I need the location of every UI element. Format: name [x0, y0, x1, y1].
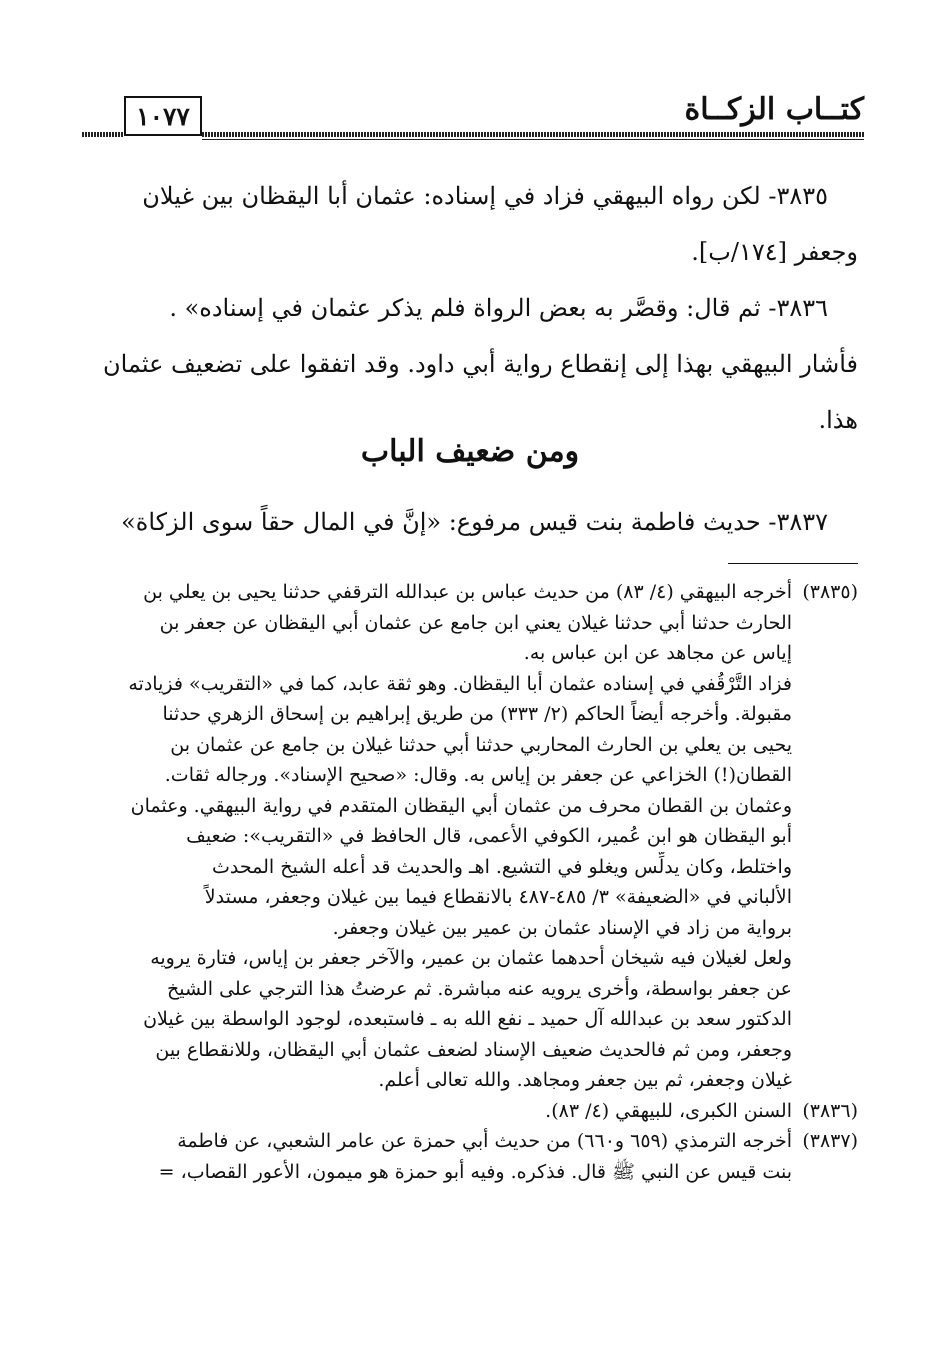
footnote-3835-line: عن جعفر بواسطة، وأخرى يرويه عنه مباشرة. ثم عرضتُ هذا الترجي على الشيخ [167, 977, 792, 1000]
footnote-number: (٣٨٣٥) [802, 581, 858, 603]
footnote-3835-line: واختلط، وكان يدلِّس ويغلو في التشيع. اهـ والحديث قد أعله الشيخ المحدث [212, 855, 792, 878]
footnote-3835-line: وعثمان بن القطان محرف من عثمان أبي اليقظان المتقدم في رواية البيهقي. وعثمان [130, 794, 792, 817]
footnote-separator [728, 563, 858, 564]
paragraph-commentary-line-2: هذا. [818, 406, 858, 434]
footnote-3835-line: غيلان وجعفر، ثم بين جعفر ومجاهد. والله تعالى أعلم. [378, 1069, 792, 1091]
footnote-number: (٣٨٣٦) [802, 1099, 858, 1122]
footnote-3835-line: يحيى بن يعلي بن الحارث المحاربي حدثنا أبي حدثنا غيلان بن جامع عن عثمان بن [170, 733, 792, 756]
footnote-3837-line: (٣٨٣٧)أخرجه الترمذي (٦٥٩ و٦٦٠) من حديث أبي حمزة عن عامر الشعبي، عن فاطمة [80, 1126, 858, 1157]
footnote-3835-line: فزاد التَّرْقُفي في إسناده عثمان أبا اليقظان. وهو ثقة عابد، كما في «التقريب» فزيادته [128, 672, 792, 695]
main-text-hadith [98, 494, 858, 550]
footnote-3835-line: ولعل لغيلان فيه شيخان أحدهما عثمان بن عمير، والآخر جعفر بن إياس، فتارة يرويه [150, 947, 792, 969]
running-header [82, 88, 864, 138]
footnote-3835-line: الدكتور سعد بن عبدالله آل حميد ـ نفع الله به ـ فاستبعده، لوجود الواسطة بين غيلان [143, 1008, 792, 1030]
footnote-3835-line: الحارث حدثنا أبي حدثنا غيلان يعني ابن جامع عن عثمان أبي اليقظان عن جعفر بن [159, 611, 792, 634]
paragraph-3835-line-1: ٣٨٣٥- لكن رواه البيهقي فزاد في إسناده: عثمان أبا اليقظان بين غيلان [142, 182, 828, 210]
paragraph-3835-line-2: وجعفر [١٧٤/ب]. [691, 238, 858, 266]
page-number-box [124, 96, 202, 136]
footnote-3835-line: الألباني في «الضعيفة» ٣/ ٤٨٥-٤٨٧ بالانقطاع فيما بين غيلان وجعفر، مستدلاً [204, 886, 792, 908]
paragraph-3837: ٣٨٣٧- حديث فاطمة بنت قيس مرفوع: «إنَّ في المال حقاً سوى الزكاة» [121, 508, 828, 536]
footnotes [80, 577, 858, 1187]
book-title: كتــاب الزكــاة [684, 92, 864, 127]
footnote-3835-line: مقبولة. وأخرجه أيضاً الحاكم (٢/ ٣٣٣) من طريق إبراهيم بن إسحاق الزهري حدثنا [162, 703, 792, 725]
footnote-3835-line: وجعفر، ومن ثم فالحديث ضعيف الإسناد لضعف عثمان أبي اليقظان، وللانقطاع بين [155, 1038, 792, 1061]
footnote-number: (٣٨٣٧) [802, 1130, 858, 1152]
paragraph-3836: ٣٨٣٦- ثم قال: وقصَّر به بعض الرواة فلم يذكر عثمان في إسناده» . [169, 294, 828, 322]
page-number: ١٠٧٧ [136, 101, 190, 131]
footnote-3835-line: إياس عن مجاهد عن ابن عباس به. [523, 642, 792, 664]
main-text [98, 168, 858, 448]
footnote-3835-line: أبو اليقظان هو ابن عُمير، الكوفي الأعمى، قال الحافظ في «التقريب»: ضعيف [186, 825, 792, 847]
footnote-3837-line: بنت قيس عن النبي ﷺ قال. فذكره. وفيه أبو حمزة هو ميمون، الأعور القصاب، = [158, 1160, 792, 1183]
header-underline [202, 139, 864, 140]
footnote-3836: (٣٨٣٦)السنن الكبرى، للبيهقي (٤/ ٨٣). [80, 1096, 858, 1127]
footnote-3835-line: برواية من زاد في الإسناد عثمان بن عمير بين غيلان وجعفر. [332, 916, 792, 939]
paragraph-commentary-line-1: فأشار البيهقي بهذا إلى إنقطاع رواية أبي داود. وقد اتفقوا على تضعيف عثمان [103, 350, 858, 378]
footnote-3835-line: القطان(!) الخزاعي عن جعفر بن إياس به. وقال: «صحيح الإسناد». ورجاله ثقات. [164, 764, 792, 786]
footnote-3835-line: (٣٨٣٥)أخرجه البيهقي (٤/ ٨٣) من حديث عباس بن عبدالله الترقفي حدثنا يحيى بن يعلي بن [80, 577, 858, 608]
section-heading: ومن ضعيف الباب [360, 434, 580, 469]
header-rule [202, 132, 864, 137]
header-rule [82, 132, 124, 137]
